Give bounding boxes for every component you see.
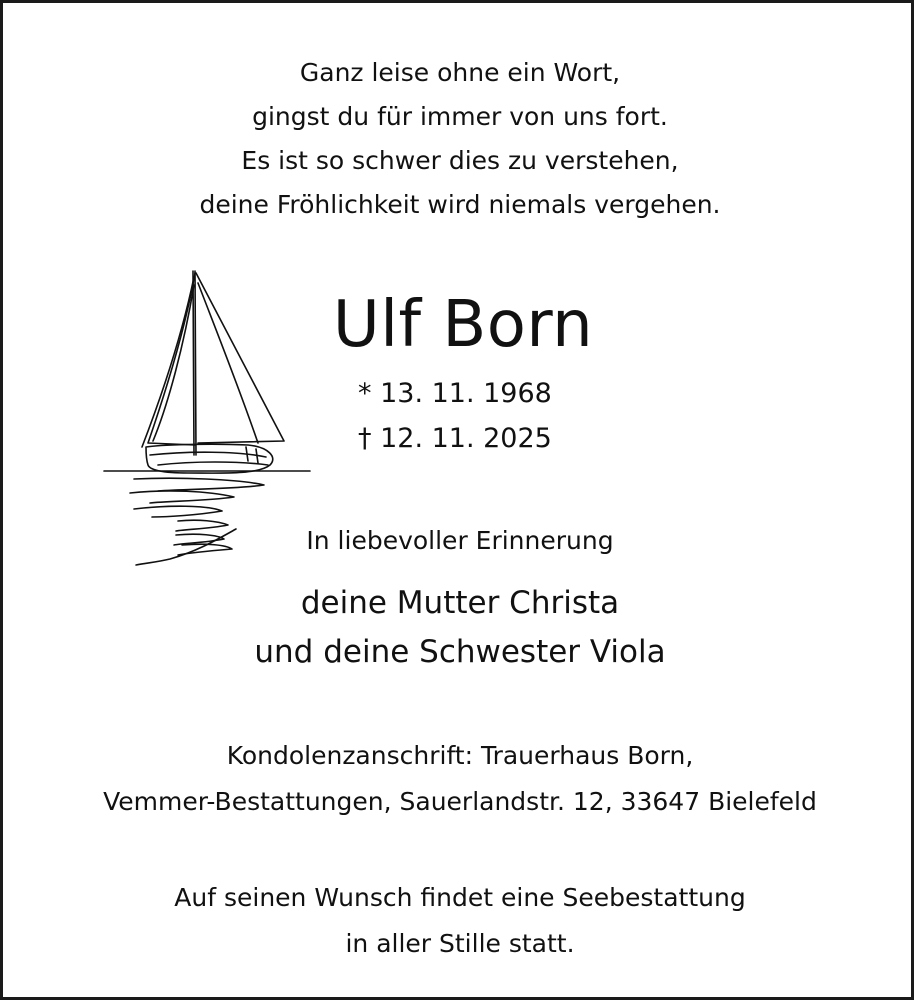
burial-note-line: in aller Stille statt. bbox=[345, 929, 575, 958]
death-date: † 12. 11. 2025 bbox=[358, 423, 552, 454]
condolence-address bbox=[3, 733, 914, 825]
birth-date: * 13. 11. 1968 bbox=[358, 378, 552, 409]
mourner-line: deine Mutter Christa bbox=[300, 585, 620, 621]
poem-line: Es ist so schwer dies zu verstehen, bbox=[241, 146, 679, 175]
poem-line: deine Fröhlichkeit wird niemals vergehen. bbox=[199, 190, 721, 219]
burial-note bbox=[3, 875, 914, 967]
mourners-list bbox=[3, 579, 914, 677]
deceased-name: Ulf Born bbox=[332, 288, 594, 362]
poem-line: Ganz leise ohne ein Wort, bbox=[299, 58, 621, 87]
poem-line: gingst du für immer von uns fort. bbox=[252, 102, 668, 131]
address-line: Vemmer-Bestattungen, Sauerlandstr. 12, 33647 Bielefeld bbox=[103, 787, 817, 816]
memory-intro: In liebevoller Erinnerung bbox=[306, 526, 614, 555]
address-line: Kondolenzanschrift: Trauerhaus Born, bbox=[226, 741, 694, 770]
life-dates bbox=[358, 371, 552, 461]
mourner-line: und deine Schwester Viola bbox=[254, 634, 666, 670]
burial-note-line: Auf seinen Wunsch findet eine Seebestattung bbox=[174, 883, 746, 912]
poem bbox=[3, 51, 914, 227]
